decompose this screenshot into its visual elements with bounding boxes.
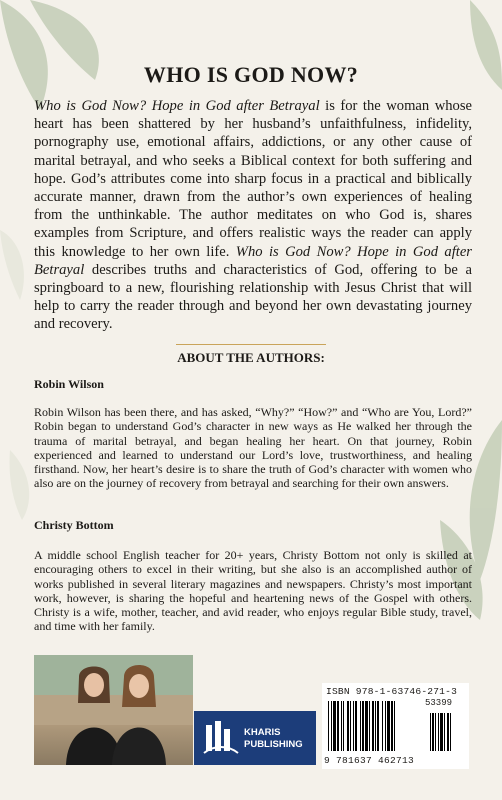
- description-text: is for the woman whose heart has been shattered by her husband’s unfaithfulness, infidelity, pornography use, emotional affairs, addictions, or any other cause of marital betrayal, and who seeks a Biblical context for both suffering and hope. God’s attributes come into sharp focus in a practical and biblically accurate manner, drawn from the author’s own experiences of healing from the unthinkable. The author meditates on who God is, shares examples from Scripture, and offers realistic ways the reader can apply this knowledge to her own life.: [34, 98, 472, 260]
- author-bio: A middle school English teacher for 20+ years, Christy Bottom not only is skilled at encouraging others to excel in their writing, but she also is an accomplished author of works published in several literary magazines and newspapers. Christy’s most important work, however, is sharing the hopeful and heartening news of the Gospel with others. Christy is a wife, mother, teacher, and avid reader, who enjoys regular Bible study, travel, and time with her family.: [34, 548, 472, 634]
- book-title-italic: Who is God Now? Hope in God after Betrayal: [34, 243, 472, 278]
- author-name: Robin Wilson: [34, 377, 104, 391]
- authors-photo: [34, 655, 193, 765]
- page-title: WHO IS GOD NOW?: [143, 62, 359, 87]
- isbn-label: ISBN 978-1-63746-271-3: [326, 686, 458, 697]
- barcode: [326, 701, 466, 753]
- description-text: describes truths and characteristics of God, offering to be a springboard to a new, flourishing relationship with Jesus Christ that will help to carry the reader through and beyond her own devastating journey and recovery.: [34, 261, 472, 333]
- about-authors-heading: ABOUT THE AUTHORS:: [177, 350, 325, 365]
- publisher-mark-icon: [202, 719, 240, 757]
- isbn-barcode-block: [322, 683, 469, 769]
- barcode-number: 9 781637 462713: [324, 755, 415, 766]
- book-description: [34, 97, 472, 334]
- barcode-addon-number: 53399: [425, 698, 453, 708]
- publisher-logo: [194, 711, 316, 765]
- publisher-name: [244, 727, 314, 751]
- section-divider: [176, 344, 326, 345]
- publisher-name-line: PUBLISHING: [244, 739, 303, 750]
- book-title-italic: Who is God Now? Hope in God after Betrayal: [34, 98, 320, 114]
- author-bio: Robin Wilson has been there, and has asked, “Why?” “How?” and “Who are You, Lord?” Robin began to understand God’s character in new ways as He walked her through the trauma of marital betrayal, and began healing her heart. On that journey, Robin experienced and learned to understand our Lord’s love, trustworthiness, and healing firsthand. Now, her heart’s desire is to share the truth of God’s character with women who also are on the journey of recovery from betrayal and searching for their own answers.: [34, 405, 472, 491]
- publisher-name-line: KHARIS: [244, 727, 281, 738]
- author-name: Christy Bottom: [34, 518, 114, 532]
